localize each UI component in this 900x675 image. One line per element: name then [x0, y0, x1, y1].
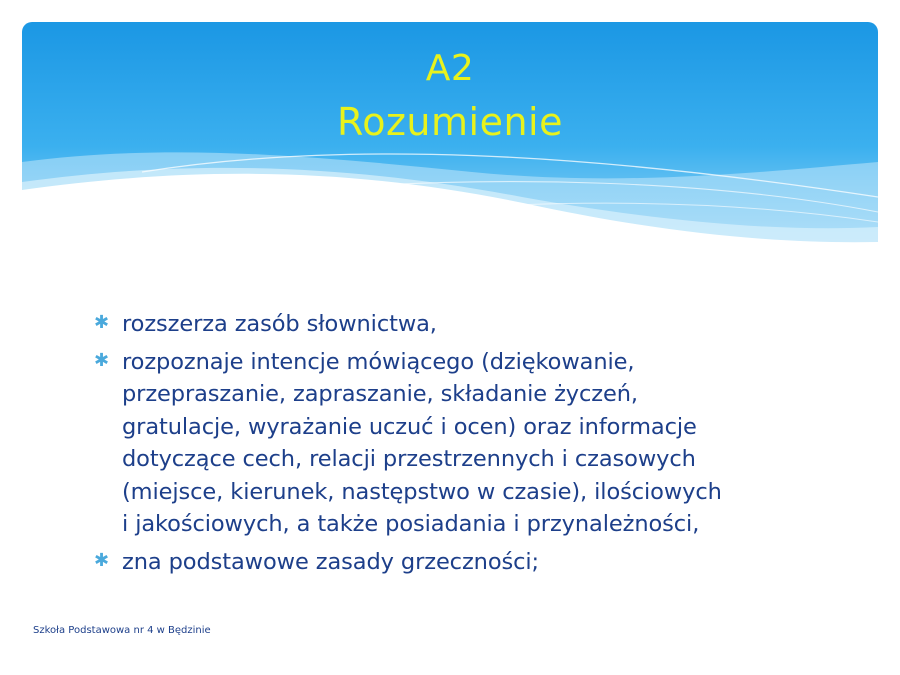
bullet-text-line: gratulacje, wyrażanie uczuć i ocen) oraz informacje [122, 413, 697, 440]
bullet-item [94, 546, 814, 579]
bullet-text-line: rozszerza zasób słownictwa, [122, 311, 437, 337]
bullet-text-line: rozpoznaje intencje mówiącego (dziękowanie, [122, 348, 635, 375]
bullet-text-line: dotyczące cech, relacji przestrzennych i czasowych [122, 446, 696, 472]
bullet-text-line: przepraszanie, zapraszanie, składanie życzeń, [122, 381, 638, 407]
bullet-icon: ✱ [94, 312, 110, 332]
bullet-item [94, 308, 814, 341]
footer-school-name: Szkoła Podstawowa nr 4 w Będzinie [33, 625, 211, 636]
title-banner [22, 22, 878, 248]
bullet-icon: ✱ [94, 349, 110, 370]
slide-title-code: A2 [425, 48, 475, 89]
bullet-list [94, 308, 814, 583]
bullet-item [94, 346, 814, 541]
bullet-text-line: (miejsce, kierunek, następstwo w czasie), ilościowych [122, 478, 722, 505]
bullet-icon: ✱ [94, 549, 110, 570]
slide-title: Rozumienie [337, 100, 563, 144]
bullet-text-line: i jakościowych, a także posiadania i przynależności, [122, 511, 700, 537]
bullet-text-line: zna podstawowe zasady grzeczności; [122, 548, 540, 575]
